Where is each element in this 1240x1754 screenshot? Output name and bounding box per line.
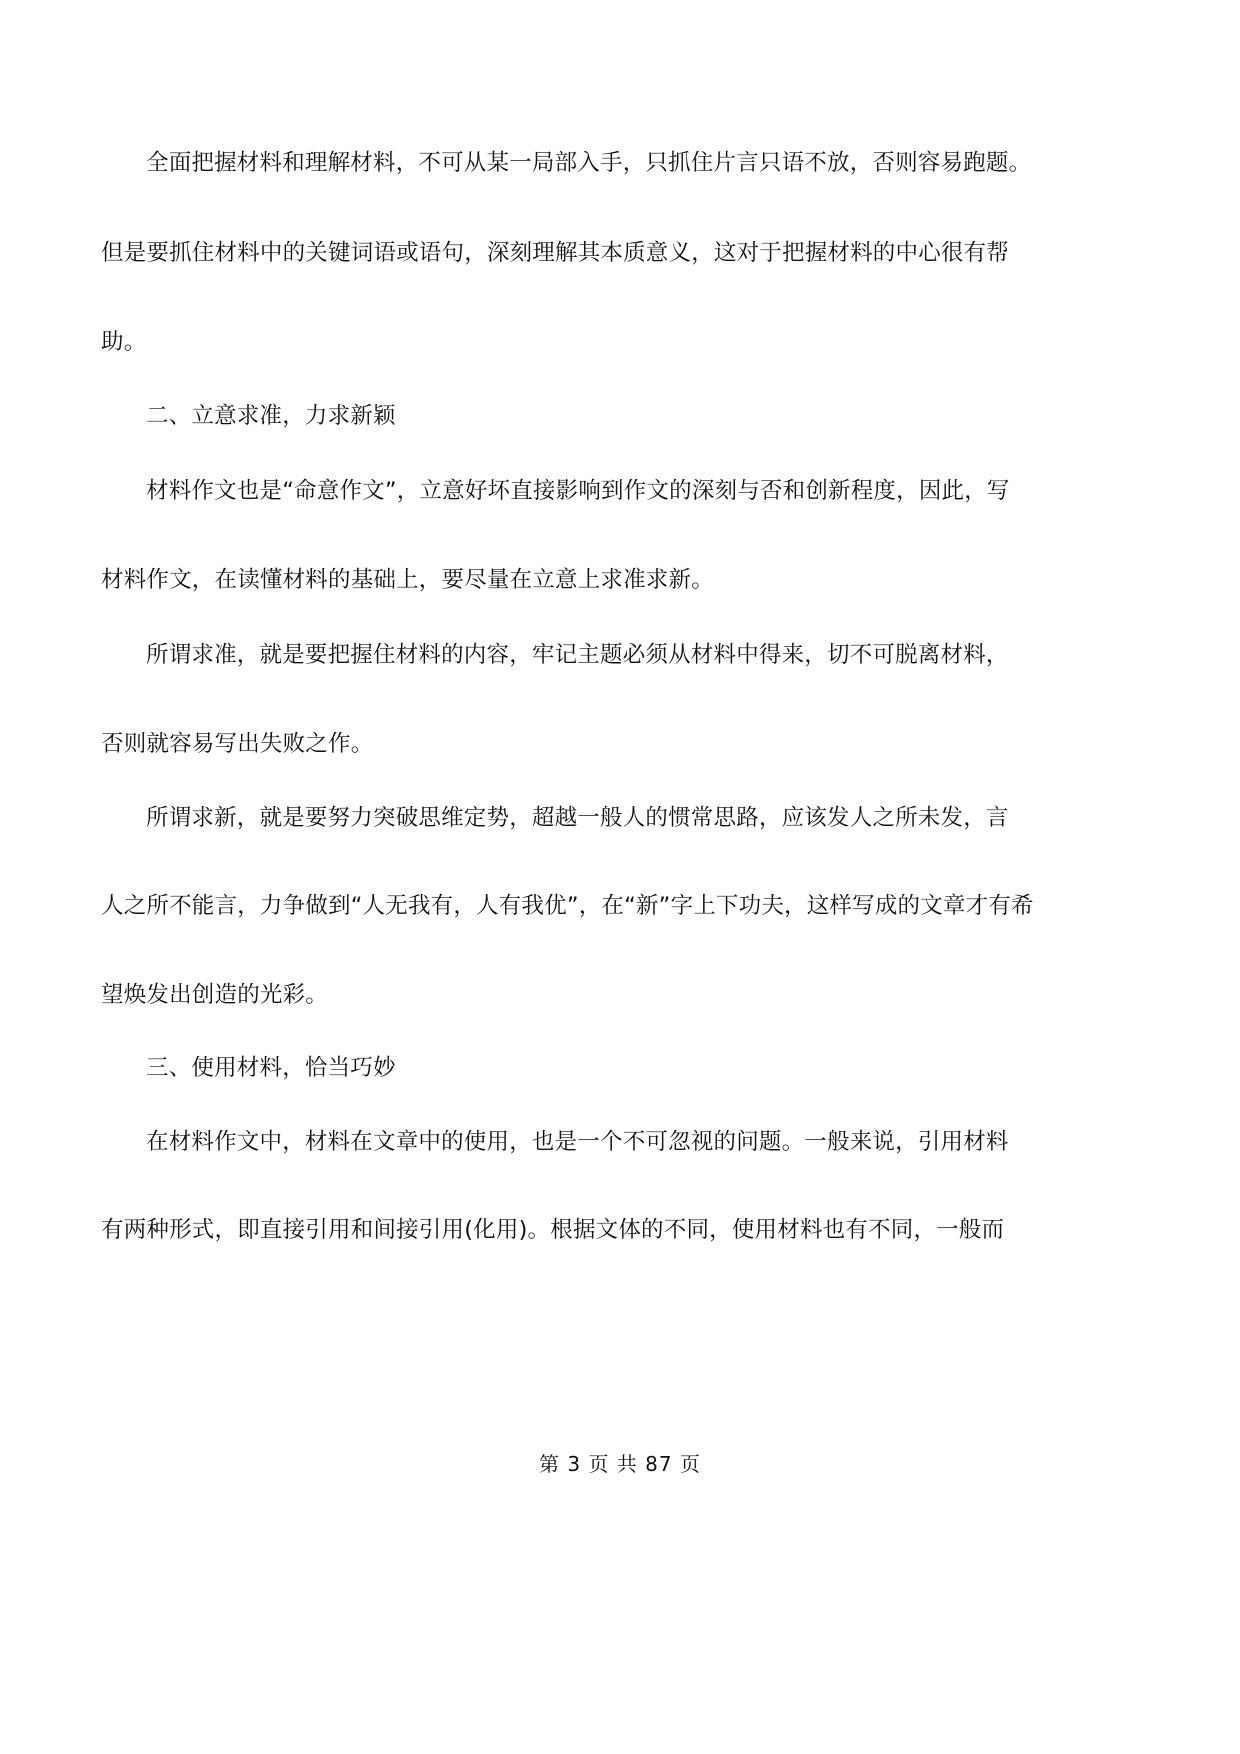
paragraph-5-line-1: 在材料作文中，材料在文章中的使用，也是一个不可忽视的问题。一般来说，引用材料: [146, 1129, 1009, 1155]
section-heading-2: 二、立意求准，力求新颖: [146, 403, 396, 429]
paragraph-3-line-1: 所谓求准，就是要把握住材料的内容，牢记主题必须从材料中得来，切不可脱离材料，: [146, 642, 1009, 668]
paragraph-1-line-2: 但是要抓住材料中的关键词语或语句，深刻理解其本质意义，这对于把握材料的中心很有帮: [101, 240, 1010, 266]
paragraph-4-line-1: 所谓求新，就是要努力突破思维定势，超越一般人的惯常思路，应该发人之所未发，言: [146, 805, 1009, 831]
paragraph-1-line-3: 助。: [101, 329, 147, 355]
paragraph-5-line-2: 有两种形式，即直接引用和间接引用(化用)。根据文体的不同，使用材料也有不同，一般而: [101, 1217, 1005, 1243]
paragraph-3-line-2: 否则就容易写出失败之作。: [101, 731, 374, 757]
paragraph-4-line-3: 望焕发出创造的光彩。: [101, 982, 329, 1008]
paragraph-2-line-2: 材料作文，在读懂材料的基础上，要尽量在立意上求准求新。: [101, 567, 714, 593]
paragraph-4-line-2: 人之所不能言，力争做到“人无我有，人有我优”，在“新”字上下功夫，这样写成的文章才有希: [101, 893, 1034, 919]
paragraph-2-line-1: 材料作文也是“命意作文”，立意好坏直接影响到作文的深刻与否和创新程度，因此，写: [146, 478, 1010, 504]
page-number-footer: 第 3 页 共 87 页: [539, 1452, 701, 1476]
section-heading-3: 三、使用材料，恰当巧妙: [146, 1055, 396, 1081]
paragraph-1-line-1: 全面把握材料和理解材料，不可从某一局部入手，只抓住片言只语不放，否则容易跑题。: [146, 150, 1032, 176]
